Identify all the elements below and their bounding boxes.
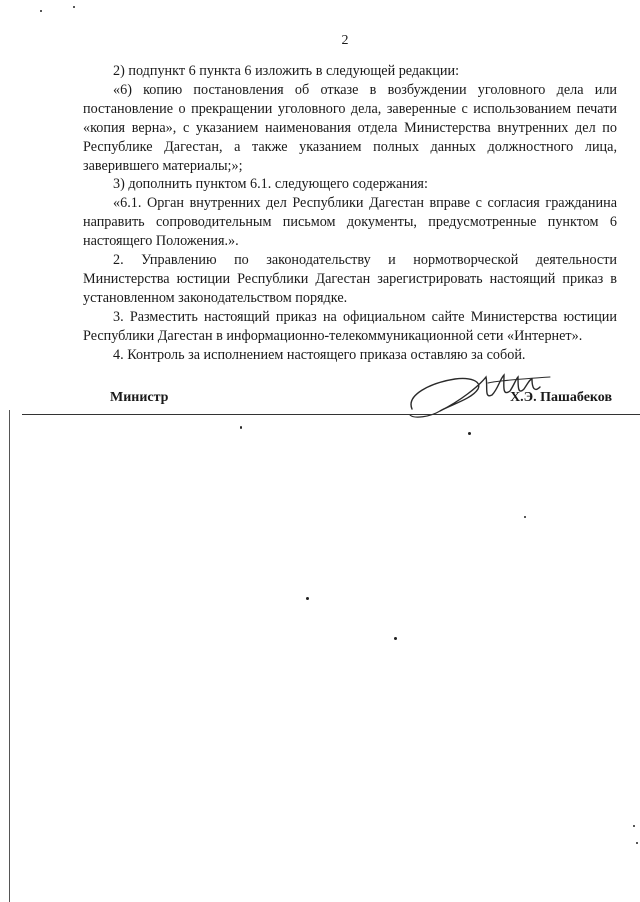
scan-speck <box>240 426 242 429</box>
paragraph-point-6-1-text: «6.1. Орган внутренних дел Республики Дагестан вправе с согласия гражданина направить сопроводительным письмом документы, предусмотренные пунктом 6 настоящего Положения.». <box>83 195 617 250</box>
scan-speck <box>468 432 471 435</box>
signatory-name: Х.Э. Пашабеков <box>510 390 612 405</box>
scan-speck <box>636 842 638 844</box>
scan-speck <box>306 597 309 600</box>
scan-speck <box>73 6 75 8</box>
handwritten-signature <box>400 365 560 425</box>
paragraph-subpoint-2: 2) подпункт 6 пункта 6 изложить в следующей редакции: <box>113 63 460 79</box>
scan-speck <box>524 516 526 518</box>
paragraph-subpoint-6-text: «6) копию постановления об отказе в возбуждении уголовного дела или постановление о прекращении уголовного дела, заверенные с использованием печати «копия верна», с указанием наименования отдела Министерства внутренних дел по Республике Дагестан, а также указанием полных данных должностного лица, заверившего материалы;»; <box>83 81 617 174</box>
document-body <box>83 62 617 365</box>
page-number: 2 <box>341 33 349 48</box>
scan-speck <box>394 637 397 640</box>
paragraph-subpoint-3: 3) дополнить пунктом 6.1. следующего содержания: <box>113 176 428 193</box>
scan-speck <box>40 10 42 12</box>
scan-edge-line <box>9 410 10 902</box>
paragraph-item-4: 4. Контроль за исполнением настоящего приказа оставляю за собой. <box>113 346 526 363</box>
signatory-title: Министр <box>110 390 169 405</box>
scan-speck <box>633 825 635 827</box>
paragraph-item-2: 2. Управлению по законодательству и нормотворческой деятельности Министерства юстиции Республики Дагестан зарегистрировать настоящий приказ в установленном законодательством порядке. <box>83 252 617 306</box>
paragraph-item-3: 3. Разместить настоящий приказ на официальном сайте Министерства юстиции Республики Дагестан в информационно-телекоммуникационной сети «Интернет». <box>83 308 617 344</box>
horizontal-rule <box>22 414 640 415</box>
